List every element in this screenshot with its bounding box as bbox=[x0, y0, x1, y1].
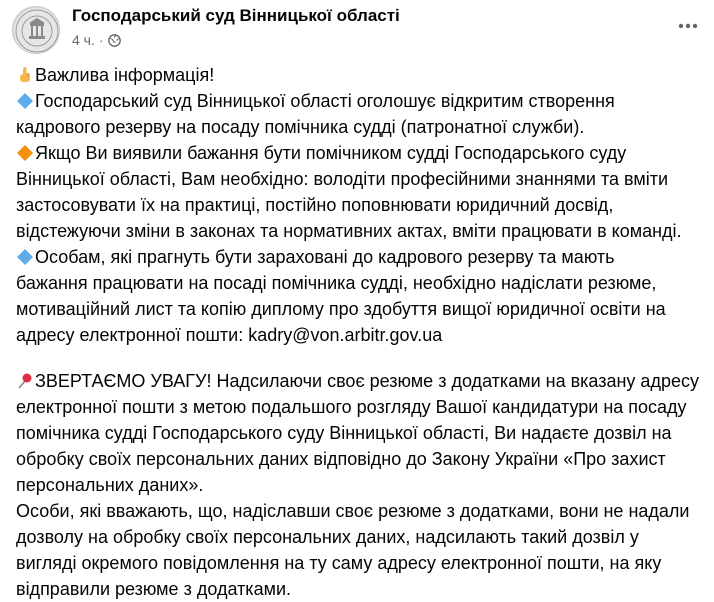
post-body bbox=[16, 62, 702, 602]
consent-text: Особи, які вважають, що, надіславши своє резюме з додатками, вони не надали дозволу на обробку своїх персональних даних, надсилають такий дозвіл у вигляді окремого повідомлення на ту саму адресу електронної пошти, на яку відправили резюме з додатками. bbox=[16, 501, 690, 599]
page-name[interactable]: Господарський суд Вінницької області bbox=[72, 6, 400, 25]
blue-diamond-icon bbox=[16, 92, 34, 110]
paragraph-application bbox=[16, 244, 702, 348]
paragraph-important bbox=[16, 62, 702, 88]
paragraph-attention bbox=[16, 368, 702, 498]
paragraph-consent bbox=[16, 498, 702, 602]
more-horizontal-icon bbox=[678, 23, 698, 29]
important-text: Важлива інформація! bbox=[35, 65, 215, 85]
post-time[interactable]: 4 ч. bbox=[72, 32, 95, 48]
announcement-text: Господарський суд Вінницької області оголошує відкритим створення кадрового резерву на посаду помічника судді (патронатної служби). bbox=[16, 91, 615, 137]
application-text: Особам, які прагнуть бути зараховані до кадрового резерву та мають бажання працювати на посаді помічника судді, необхідно надіслати резюме, мотиваційний лист та копію диплому про здобуття вищої юридичної освіти на адресу електронної пошти: kadry@von.arbitr.gov.ua bbox=[16, 247, 666, 345]
paragraph-announcement bbox=[16, 88, 702, 140]
pointing-up-hand-icon bbox=[16, 66, 34, 84]
attention-text: ЗВЕРТАЄМО УВАГУ! Надсилаючи своє резюме з додатками на вказану адресу електронної пошти з метою подальшого розгляду Вашої кандидатури на посаду помічника судді Господарського суду Вінницької області, Ви надаєте дозвіл на обробку своїх персональних даних відповідно до Закону України «Про захист персональних даних». bbox=[16, 371, 699, 495]
avatar[interactable] bbox=[12, 6, 60, 54]
requirements-text: Якщо Ви виявили бажання бути помічником судді Господарського суду Вінницької області, Вам необхідно: володіти професійними знаннями та вміти застосовувати їх на практиці, постійно поповнювати юридичний досвід, відстежуючи зміни в законах та нормативних актах, вміти працювати в команді. bbox=[16, 143, 682, 241]
globe-icon bbox=[108, 34, 121, 47]
orange-diamond-icon bbox=[16, 144, 34, 162]
paragraph-gap bbox=[16, 348, 702, 368]
court-seal-logo bbox=[13, 7, 60, 54]
paragraph-requirements bbox=[16, 140, 702, 244]
round-pushpin-icon bbox=[16, 372, 34, 390]
more-options-button[interactable] bbox=[676, 14, 700, 38]
blue-diamond-icon bbox=[16, 248, 34, 266]
meta-separator: · bbox=[98, 32, 104, 48]
post-meta bbox=[72, 32, 121, 48]
post-header bbox=[12, 6, 714, 56]
